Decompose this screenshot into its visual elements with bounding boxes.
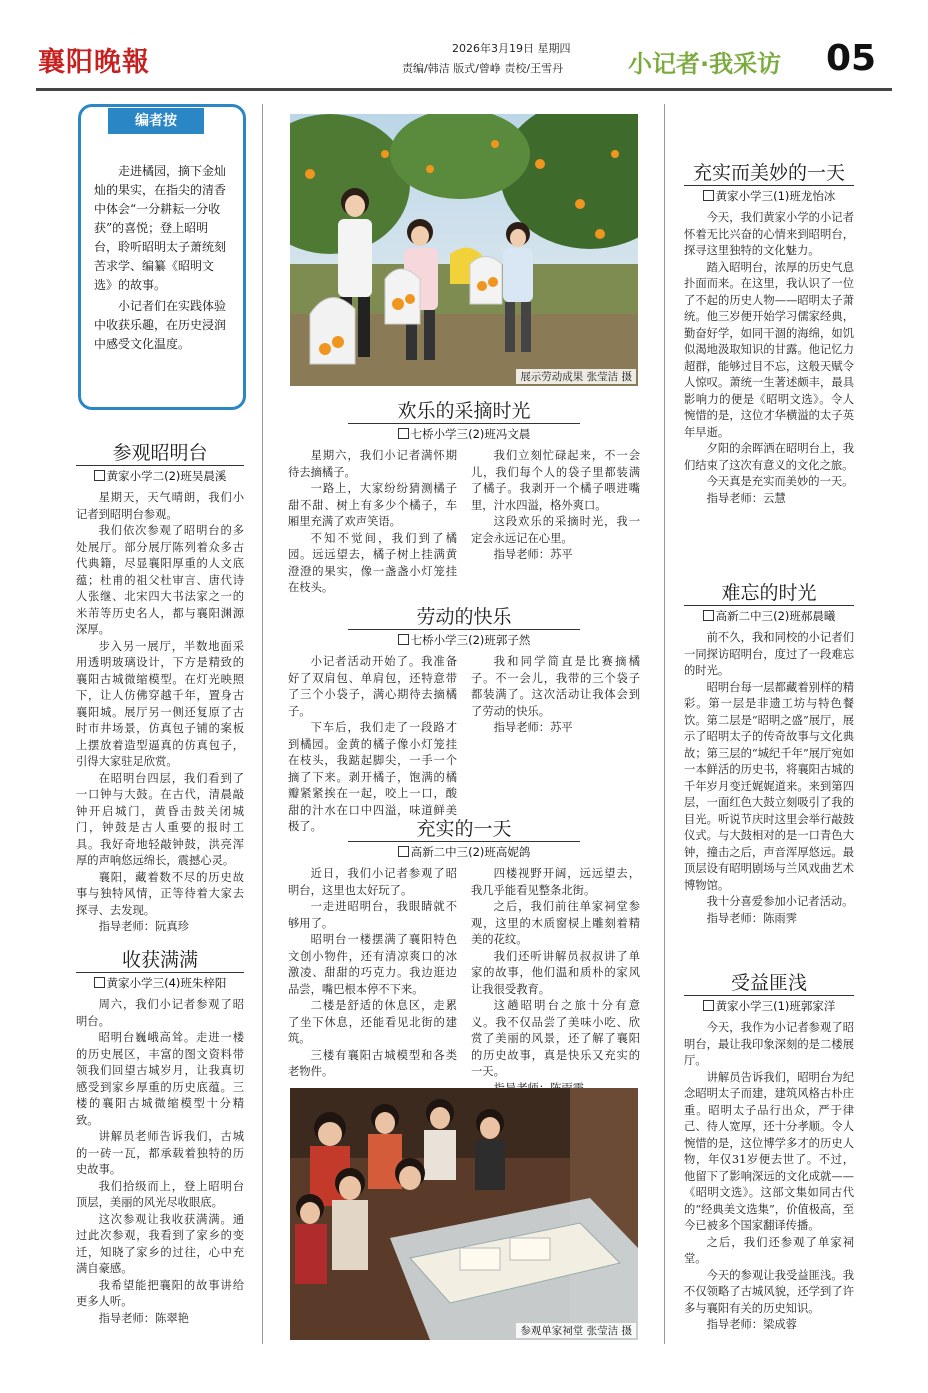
paragraph: 讲解员告诉我们，昭明台为纪念昭明太子而建，建筑风格古朴庄重。昭明太子品行出众，严于律己、待人宽厚，还十分孝顺。令人惋惜的是，这位博学多才的历史人物，年仅31岁便去世了。不过，他留下了影响深远的文化成就——《昭明文选》。这部文集如同古代的“经典美文选集”，价值极高，至今已被多个国家翻译传播。 xyxy=(684,1070,854,1232)
article-title: 劳动的快乐 xyxy=(416,606,512,628)
paragraph: 襄阳，藏着数不尽的历史故事与独特风情，正等待着大家去探寻、去发现。 xyxy=(76,870,244,917)
paragraph: 我们立刻忙碌起来，不一会儿，我们每个人的袋子里都装满了橘子。我剥开一个橘子喂进嘴里，汁水四溢，格外爽口。 xyxy=(471,449,640,512)
article-wonderful-day xyxy=(684,158,854,507)
paragraph: 昭明台一楼摆满了襄阳特色文创小物件，还有清凉爽口的冰激凌、甜甜的巧克力。我边逛边品尝，嘴巴根本停不下来。 xyxy=(288,933,457,996)
paragraph: 我希望能把襄阳的故事讲给更多人听。 xyxy=(76,1278,244,1308)
photo-orchard xyxy=(290,114,638,386)
teacher-credit: 指导老师：阮真珍 xyxy=(98,920,189,933)
editor-credits: 责编/韩洁 版式/曾峥 责校/王雪丹 xyxy=(402,62,564,75)
column-divider xyxy=(664,104,665,1344)
photo-ancestral-hall xyxy=(290,1088,638,1340)
paragraph: 周六，我们小记者参观了昭明台。 xyxy=(76,998,244,1028)
paragraph: 我和同学简直是比赛摘橘子。不一会儿，我带的三个袋子都装满了。这次活动让我体会到了劳动的快乐。 xyxy=(471,655,640,718)
article-byline: 高新二中三(2)班郝晨曦 xyxy=(684,605,854,624)
article-memorable-time xyxy=(684,578,854,927)
column-divider xyxy=(262,104,263,1344)
teacher-credit: 指导老师：苏平 xyxy=(493,548,573,561)
paragraph: 今天，我们黄家小学的小记者怀着无比兴奋的心情来到昭明台，探寻这里独特的文化魅力。 xyxy=(684,211,854,257)
paragraph: 一路上，大家纷纷猜测橘子甜不甜、树上有多少个橘子，车厢里充满了欢声笑语。 xyxy=(288,482,457,528)
paragraph: 之后，我们还参观了单家祠堂。 xyxy=(684,1235,854,1265)
article-joy-of-labor xyxy=(288,602,640,836)
paragraph: 近日，我们小记者参观了昭明台，这里也太好玩了。 xyxy=(288,867,457,897)
paragraph: 踏入昭明台，浓厚的历史气息扑面而来。在这里，我认识了一位了不起的历史人物——昭明太子萧统。他三岁便开始学习儒家经典，勤奋好学，如同干涸的海绵，如饥似渴地汲取知识的甘露。他记忆力超群，能够过目不忘，这般天赋令人惊叹。萧统一生著述颇丰，最具影响力的便是《昭明文选》。令人惋惜的是，这位才华横溢的太子英年早逝。 xyxy=(684,260,854,439)
paragraph: 昭明台每一层都藏着别样的精彩。第一层是非遗工坊与特色餐饮。第二层是“昭明之盛”展厅，展示了昭明太子的传奇故事与文化典故；第三层的“城纪千年”展厅宛如一本鲜活的历史书，将襄阳古城的千年岁月变迁娓娓道来。来到第四层，一面红色大鼓立刻吸引了我的目光。听说节庆时这里会举行敲鼓仪式。与大鼓相对的是一口青色大钟，撞击之后，声音浑厚悠远。最顶层设有昭明剧场与兰风戏曲艺术博物馆。 xyxy=(684,680,854,892)
paragraph: 我们拾级而上，登上昭明台顶层，美丽的风光尽收眼底。 xyxy=(76,1179,244,1209)
paragraph: 四楼视野开阔，远远望去，我几乎能看见整条北街。 xyxy=(471,867,640,897)
paragraph: 今天，我作为小记者参观了昭明台，最让我印象深刻的是二楼展厅。 xyxy=(684,1021,854,1067)
article-byline: 黄家小学三(1)班龙怡冰 xyxy=(684,185,854,204)
photo-caption: 参观单家祠堂 张莹洁 摄 xyxy=(516,1323,636,1338)
header-divider xyxy=(36,88,892,91)
teacher-credit: 指导老师：苏平 xyxy=(493,721,573,734)
paragraph: 小记者活动开始了。我准备好了双肩包、单肩包，还特意带了三个小袋子，满心期待去摘橘子。 xyxy=(288,655,457,718)
teacher-credit: 指导老师：陈雨霁 xyxy=(706,911,797,925)
article-body xyxy=(684,210,854,507)
paragraph: 我们还听讲解员叔叔讲了单家的故事，他们温和质朴的家风让我很受教育。 xyxy=(471,949,640,996)
issue-date: 2026年3月19日 星期四 xyxy=(452,42,571,55)
article-byline: 高新二中三(2)班高妮鸽 xyxy=(348,841,580,860)
article-title: 受益匪浅 xyxy=(730,972,807,994)
photo-orchard-image xyxy=(290,114,638,386)
paragraph: 不知不觉间，我们到了橘园。远远望去，橘子树上挂满黄澄澄的果实，像一盏盏小灯笼挂在枝头。 xyxy=(288,531,457,594)
paragraph: 今天的参观让我受益匪浅。我不仅领略了古城风貌，还学到了许多与襄阳有关的历史知识。 xyxy=(684,1268,854,1315)
paragraph: 讲解员老师告诉我们，古城的一砖一瓦，都承载着独特的历史故事。 xyxy=(76,1130,244,1176)
article-title: 难忘的时光 xyxy=(721,582,817,604)
article-byline: 黄家小学三(4)班朱梓阳 xyxy=(76,972,244,991)
article-body xyxy=(684,1020,854,1334)
paragraph: 昭明台巍峨高耸。走进一楼的历史展区，丰富的图文资料带领我们回望古城岁月，让我真切感受到家乡厚重的历史底蕴。三楼的襄阳古城微缩模型十分精致。 xyxy=(76,1031,244,1127)
article-body xyxy=(76,997,244,1327)
page-number: 05 xyxy=(826,38,877,79)
paragraph: 我十分喜爱参加小记者活动。 xyxy=(706,895,854,908)
editor-note-text xyxy=(94,162,226,356)
paragraph: 二楼是舒适的休息区，走累了坐下休息，还能看见北街的建筑。 xyxy=(288,999,457,1045)
paragraph: 星期六，我们小记者满怀期待去摘橘子。 xyxy=(288,449,457,479)
paragraph: 今天真是充实而美妙的一天。 xyxy=(706,475,854,488)
paragraph: 这段欢乐的采摘时光，我一定会永远记在心里。 xyxy=(471,515,640,545)
article-body xyxy=(288,866,640,1097)
paragraph: 这次参观让我收获满满。通过此次参观，我看到了家乡的变迁，知晓了家乡的过往，心中充满自豪感。 xyxy=(76,1212,244,1275)
photo-caption: 展示劳动成果 张莹洁 摄 xyxy=(516,369,636,384)
paragraph: 三楼有襄阳古城模型和各类老物件。 xyxy=(288,1048,457,1078)
article-body xyxy=(288,654,640,836)
paragraph: 在昭明台四层，我们看到了一口钟与大鼓。在古代，清晨敲钟开启城门，黄昏击鼓关闭城门，钟鼓是古人重要的报时工具。我好奇地轻敲钟鼓，洪亮浑厚的声响悠远绵长，震撼心灵。 xyxy=(76,771,244,867)
article-byline: 黄家小学三(1)班郭家洋 xyxy=(684,995,854,1014)
article-happy-picking xyxy=(288,396,640,597)
teacher-credit: 指导老师：云慧 xyxy=(706,491,786,505)
article-visit-zhaoming xyxy=(76,438,244,936)
paragraph: 步入另一展厅，半数地面采用透明玻璃设计，下方是精致的襄阳古城微缩模型。在灯光映照下，让人仿佛穿越千年，置身古襄阳城。展厅另一侧还复原了古时市井场景，仿真包子铺的案板上摆放着造型逼真的仿真包子，引得大家驻足欣赏。 xyxy=(76,639,244,768)
teacher-credit: 指导老师：陈翠艳 xyxy=(98,1311,189,1325)
article-title: 充实的一天 xyxy=(416,818,512,840)
paragraph: 我们依次参观了昭明台的多处展厅。部分展厅陈列着众多古代典籍，尽显襄阳厚重的人文底蕴；杜甫的祖父杜审言、唐代诗人张继、北宋四大书法家之一的米芾等历史名人，都与襄阳渊源深厚。 xyxy=(76,524,244,636)
paragraph: 下车后，我们走了一段路才到橘园。金黄的橘子像小灯笼挂在枝头，我踮起脚尖，一手一个摘了下来。剥开橘子，饱满的橘瓣紧紧挨在一起，咬上一口，酸甜的汁水在口中四溢，味道鲜美极了。 xyxy=(288,721,457,833)
article-body xyxy=(684,630,854,927)
teacher-credit: 指导老师：梁成蓉 xyxy=(706,1318,797,1331)
paragraph: 夕阳的余晖洒在昭明台上，我们结束了这次有意义的文化之旅。 xyxy=(684,442,854,472)
article-body xyxy=(76,490,244,936)
article-body xyxy=(288,448,640,597)
editor-note-tab: 编者按 xyxy=(108,108,204,134)
article-byline: 七桥小学三(2)班郭子然 xyxy=(348,629,580,648)
article-fulfilling-day xyxy=(288,814,640,1097)
article-title: 充实而美妙的一天 xyxy=(692,162,845,184)
article-title: 收获满满 xyxy=(121,949,198,971)
paragraph: 前不久，我和同校的小记者们一同探访昭明台，度过了一段难忘的时光。 xyxy=(684,631,854,677)
article-rich-harvest xyxy=(76,945,244,1327)
paragraph: 这趟昭明台之旅十分有意义。我不仅品尝了美味小吃、欣赏了美丽的风景，还了解了襄阳的历史故事，真是快乐又充实的一天。 xyxy=(471,999,640,1078)
article-title: 参观昭明台 xyxy=(112,442,208,464)
paragraph: 之后，我们前往单家祠堂参观，这里的木质窗棂上雕刻着精美的花纹。 xyxy=(471,900,640,946)
paragraph: 一走进昭明台，我眼睛就不够用了。 xyxy=(288,900,457,930)
masthead-logo: 襄阳晚報 xyxy=(38,47,150,78)
article-byline: 黄家小学二(2)班吴晨溪 xyxy=(76,465,244,484)
article-great-benefit xyxy=(684,968,854,1334)
editor-note-para: 小记者们在实践体验中收获乐趣，在历史浸润中感受文化温度。 xyxy=(94,299,227,351)
article-byline: 七桥小学三(2)班冯文晨 xyxy=(348,423,580,442)
article-title: 欢乐的采摘时光 xyxy=(397,400,531,422)
paragraph: 星期天，天气晴朗，我们小记者到昭明台参观。 xyxy=(76,491,244,521)
editor-note-para: 走进橘园，摘下金灿灿的果实，在指尖的清香中体会“一分耕耘一分收获”的喜悦；登上昭明台，聆听昭明太子萧统刻苦求学、编纂《昭明文选》的故事。 xyxy=(94,164,227,292)
photo-ancestral-hall-image xyxy=(290,1088,638,1340)
section-title: 小记者·我采访 xyxy=(628,50,782,78)
